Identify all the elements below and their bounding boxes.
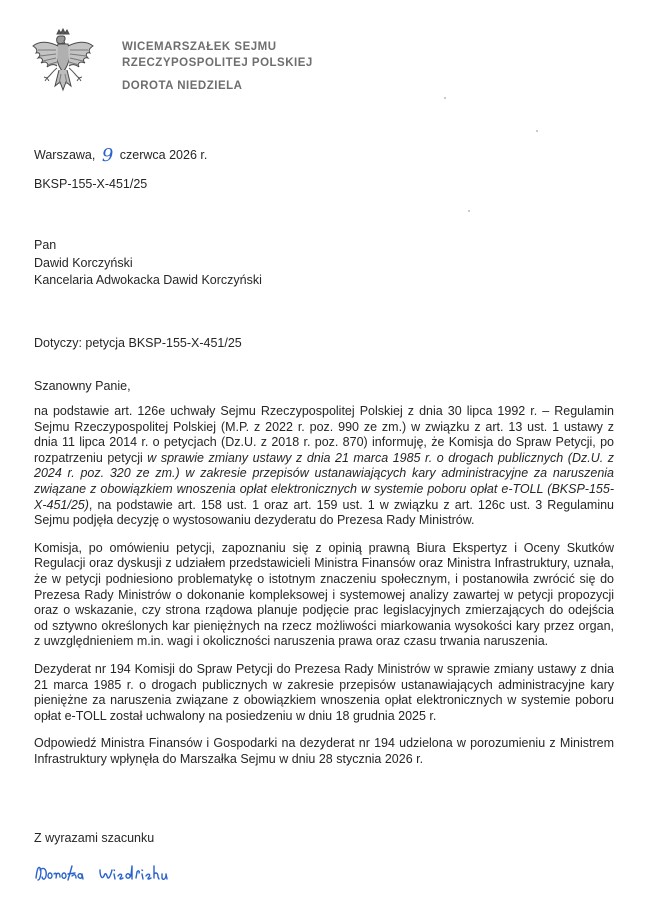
scan-speck	[468, 210, 470, 212]
letter-body	[34, 404, 614, 779]
date-line	[34, 143, 207, 164]
official-name: DOROTA NIEDZIELA	[122, 80, 243, 92]
greeting: Szanowny Panie,	[34, 379, 131, 393]
recipient-office: Kancelaria Adwokacka Dawid Korczyński	[34, 273, 262, 287]
petition-title: w sprawie zmiany ustawy z dnia 21 marca 1985 r. o drogach publicznych (Dz.U. z 2024 r. poz. 320 ze zm.) w zakresie przepisów ustanawiających kary administracyjne za naruszenia związane z obowiązkiem wnoszenia opłat elektronicznych w systemie poboru opłat e-TOLL (BKSP-155-X-451/25)	[34, 450, 614, 512]
scan-speck	[536, 130, 538, 132]
paragraph-4: Odpowiedź Ministra Finansów i Gospodarki na dezyderat nr 194 udzielona w porozumieniu z Ministrem Infrastruktury wpłynęła do Marszałka Sejmu w dniu 28 stycznia 2026 r.	[34, 736, 614, 766]
polish-eagle-emblem	[30, 28, 96, 100]
paragraph-2: Komisja, po omówieniu petycji, zapoznaniu się z opinią prawną Biura Ekspertyz i Oceny Skutków Regulacji oraz dyskusji z udziałem przedstawicieli Ministra Finansów oraz Ministra Infrastruktury, uznała, że w petycji podniesiono problematykę o istotnym znaczeniu społecznym, i postanowiła zwrócić się do Prezesa Rady Ministrów o dokonanie kompleksowej i systemowej analizy zawartej w petycji propozycji oraz o wskazanie, czy strona rządowa planuje podjęcie prac legislacyjnych zmierzających do odejścia od sztywno określonych kar pieniężnych na rzecz możliwości miarkowania wysokości kary przez organ, z uwzględnieniem m.in. wagi i okoliczności naruszenia prawa oraz czasu trwania naruszenia.	[34, 540, 614, 649]
recipient-salutation: Pan	[34, 238, 57, 252]
subject-line: Dotyczy: petycja BKSP-155-X-451/25	[34, 336, 242, 350]
recipient-name: Dawid Korczyński	[34, 256, 133, 270]
date-month-year: czerwca 2026 r.	[119, 148, 208, 162]
office-title-line2: RZECZYPOSPOLITEJ POLSKIEJ	[122, 57, 313, 69]
date-day-handwritten: 9	[101, 145, 114, 166]
closing: Z wyrazami szacunku	[34, 831, 155, 845]
handwritten-signature	[34, 856, 224, 888]
date-place: Warszawa,	[34, 148, 96, 162]
reference-number: BKSP-155-X-451/25	[34, 177, 148, 191]
scan-speck	[444, 97, 446, 99]
paragraph-1-intro: na podstawie art. 126e uchwały Sejmu Rzeczypospolitej Polskiej z dnia 30 lipca 1992 r. – Regulamin Sejmu Rzeczypospolitej Polskiej (M.P. z 2022 r. poz. 990 ze zm.) w związku z art. 13 ust. 1 ustawy z dnia 11 lipca 2014 r. o petycjach (Dz.U. z 2018 r. poz. 870) informuję, że Komisja do Spraw Petycji, po rozpatrzeniu petycji	[34, 404, 614, 465]
office-title-line1: WICEMARSZAŁEK SEJMU	[122, 41, 277, 53]
paragraph-3: Dezyderat nr 194 Komisji do Spraw Petycji do Prezesa Rady Ministrów w sprawie zmiany ustawy z dnia 21 marca 1985 r. o drogach publicznych w zakresie przepisów ustanawiających administracyjne kary pieniężne za naruszenia związane z obowiązkiem wnoszenia opłat elektronicznych w systemie poboru opłat e-TOLL został uchwalony na posiedzeniu w dniu 18 grudnia 2025 r.	[34, 661, 614, 723]
paragraph-1-outro: , na podstawie art. 158 ust. 1 oraz art. 159 ust. 1 w związku z art. 126c ust. 3 Regulaminu Sejmu podjęła decyzję o wystosowaniu dezyderatu do Prezesa Rady Ministrów.	[34, 497, 614, 528]
paragraph-1	[34, 404, 614, 529]
